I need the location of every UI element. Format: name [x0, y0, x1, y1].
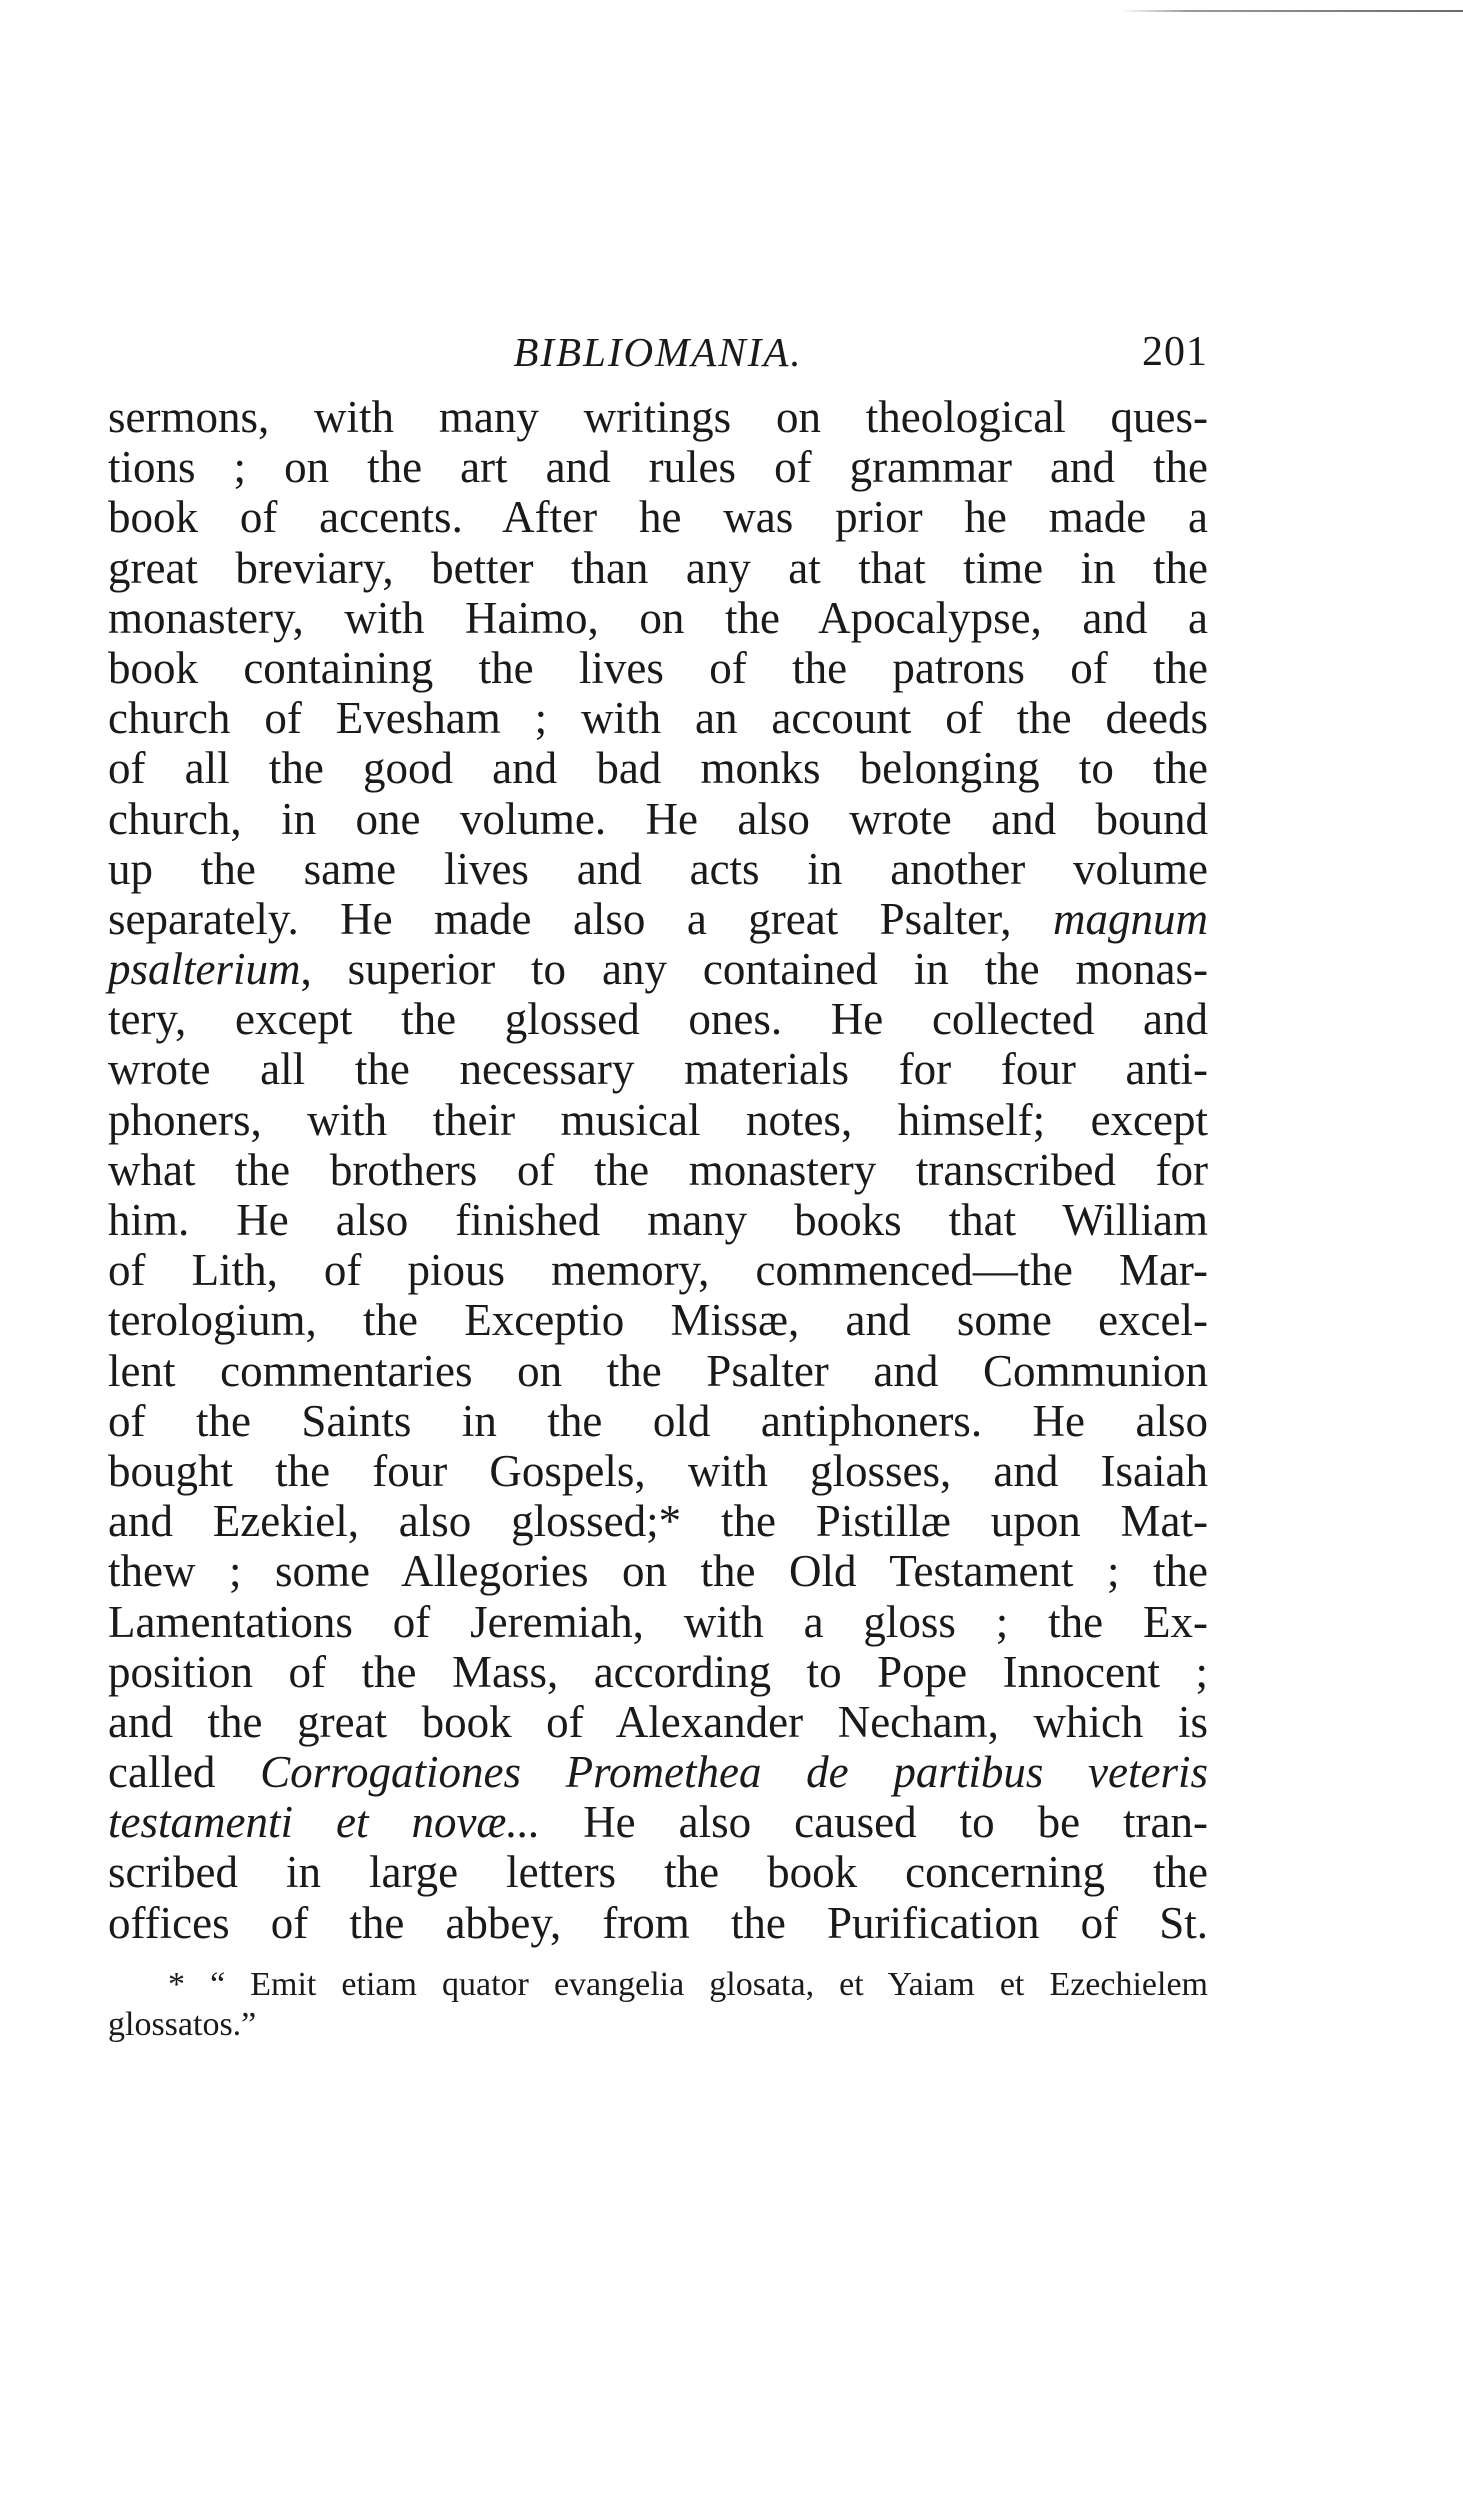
text-italic: psalterium — [108, 944, 301, 995]
text-italic: Corrogationes Promethea de partibus veteris — [260, 1747, 1208, 1798]
text-line: bought the four Gospels, with glosses, and Isaiah — [108, 1445, 1208, 1496]
text-line: book of accents. After he was prior he made a — [108, 492, 1208, 543]
text-line: position of the Mass, according to Pope Innocent ; — [108, 1646, 1208, 1697]
text-line: lent commentaries on the Psalter and Communion — [108, 1345, 1208, 1396]
text-line: phoners, with their musical notes, himself; except — [108, 1094, 1208, 1145]
text-line — [108, 944, 1208, 994]
text-roman: He also caused to be tran- — [540, 1797, 1208, 1848]
text-line: offices of the abbey, from the Purification of St. — [108, 1897, 1208, 1948]
text-line: of all the good and bad monks belonging to the — [108, 743, 1208, 794]
text-roman: called — [108, 1747, 261, 1798]
text-line: sermons, with many writings on theological ques- — [108, 392, 1208, 442]
text-line: monastery, with Haimo, on the Apocalypse, and a — [108, 592, 1208, 643]
text-line: church of Evesham ; with an account of the deeds — [108, 693, 1208, 744]
text-line: up the same lives and acts in another volume — [108, 843, 1208, 894]
text-italic: magnum — [1053, 893, 1208, 944]
text-roman: separately. He made also a great Psalter, — [108, 893, 1053, 944]
text-line: and Ezekiel, also glossed;* the Pistillæ upon Mat- — [108, 1496, 1208, 1547]
text-line: of Lith, of pious memory, commenced—the Mar- — [108, 1245, 1208, 1296]
text-line: scribed in large letters the book concerning the — [108, 1847, 1208, 1898]
running-head — [108, 322, 1208, 382]
text-line: and the great book of Alexander Necham, which is — [108, 1696, 1208, 1747]
text-line: thew ; some Allegories on the Old Testament ; the — [108, 1546, 1208, 1597]
text-line: Lamentations of Jeremiah, with a gloss ; the Ex- — [108, 1596, 1208, 1647]
page-number: 201 — [1142, 329, 1208, 375]
text-line: tery, except the glossed ones. He collected and — [108, 994, 1208, 1045]
text-italic: testamenti et novæ... — [108, 1797, 541, 1848]
text-line — [108, 1797, 1208, 1847]
text-line — [108, 1747, 1208, 1797]
text-line: church, in one volume. He also wrote and bound — [108, 793, 1208, 844]
text-line: terologium, the Exceptio Missæ, and some excel- — [108, 1295, 1208, 1346]
text-line: great breviary, better than any at that time in the — [108, 542, 1208, 593]
text-line: him. He also finished many books that William — [108, 1195, 1208, 1245]
text-line: book containing the lives of the patrons of the — [108, 642, 1208, 693]
running-title: BIBLIOMANIA. — [513, 329, 803, 375]
footnote-line: * “ Emit etiam quator evangelia glosata, et Yaiam et Ezechielem — [168, 1966, 1208, 2003]
text-line: of the Saints in the old antiphoners. He also — [108, 1395, 1208, 1446]
footnote-line: glossatos.” — [108, 2006, 257, 2043]
footnote — [108, 1965, 1208, 2045]
body-text — [108, 392, 1208, 1948]
text-line: tions ; on the art and rules of grammar and the — [108, 442, 1208, 493]
scan-edge-line — [1120, 10, 1463, 12]
text-line — [108, 894, 1208, 944]
text-line: what the brothers of the monastery transcribed for — [108, 1144, 1208, 1195]
text-roman: , superior to any contained in the monas- — [300, 944, 1208, 995]
text-line: wrote all the necessary materials for four anti- — [108, 1044, 1208, 1095]
